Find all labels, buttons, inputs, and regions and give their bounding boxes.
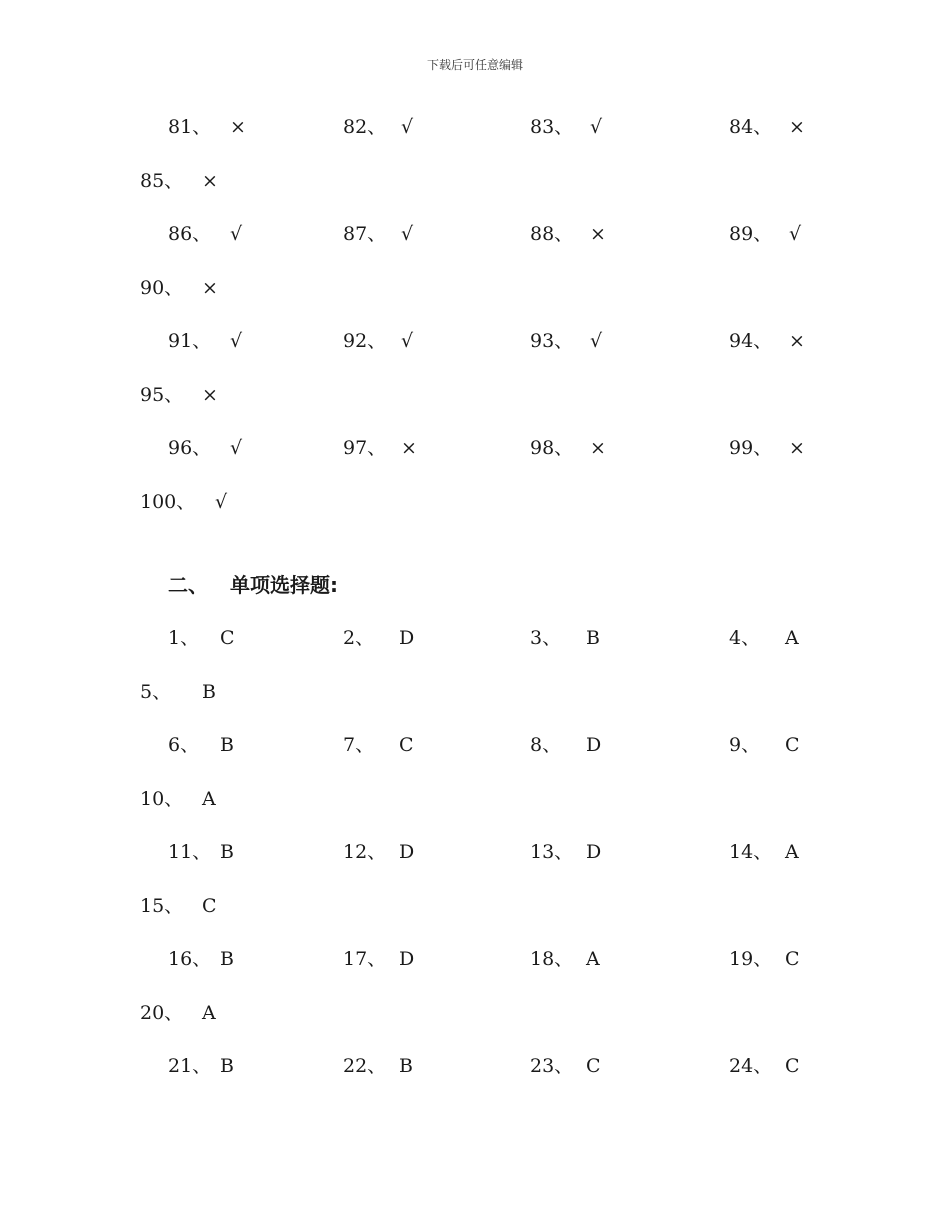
answer-mark: A <box>785 627 799 649</box>
judgment-row <box>0 326 950 356</box>
answer-mark: A <box>202 787 216 810</box>
question-number: 12、 <box>343 841 387 863</box>
answer-item <box>343 219 413 249</box>
answer-item <box>530 1051 601 1081</box>
question-number: 97、 <box>343 437 387 459</box>
answer-mark: √ <box>401 330 414 352</box>
answer-item <box>729 837 799 867</box>
answer-item <box>140 487 227 517</box>
question-number: 89、 <box>729 223 773 245</box>
answer-mark: × <box>401 437 417 459</box>
answer-item <box>530 623 600 653</box>
answer-item <box>729 944 800 974</box>
answer-item <box>168 623 235 653</box>
section-number: 二、 <box>168 573 208 597</box>
question-number: 11、 <box>168 841 212 863</box>
question-number: 84、 <box>729 116 773 138</box>
answer-mark: √ <box>590 116 603 138</box>
question-number: 21、 <box>168 1055 212 1077</box>
question-number: 99、 <box>729 437 773 459</box>
question-number: 85、 <box>140 169 184 192</box>
answer-item <box>168 219 242 249</box>
answer-item <box>729 1051 800 1081</box>
answer-item <box>343 326 413 356</box>
judgment-row <box>0 166 950 196</box>
question-number: 16、 <box>168 948 212 970</box>
answer-item <box>729 433 805 463</box>
question-number: 100、 <box>140 490 196 513</box>
answer-item <box>140 677 216 707</box>
question-number: 5、 <box>140 680 172 703</box>
answer-item <box>140 273 218 303</box>
answer-mark: × <box>590 223 606 245</box>
question-number: 90、 <box>140 276 184 299</box>
answer-mark: √ <box>401 223 414 245</box>
question-number: 3、 <box>530 627 562 649</box>
answer-mark: D <box>399 841 415 863</box>
judgment-row <box>0 433 950 463</box>
question-number: 96、 <box>168 437 212 459</box>
choice-row <box>0 891 950 921</box>
answer-mark: × <box>202 276 218 299</box>
answer-mark: × <box>789 330 805 352</box>
answer-item <box>343 730 414 760</box>
choice-row <box>0 730 950 760</box>
question-number: 2、 <box>343 627 375 649</box>
answer-mark: D <box>586 841 602 863</box>
question-number: 8、 <box>530 734 562 756</box>
answer-item <box>168 433 242 463</box>
judgment-row <box>0 487 950 517</box>
answer-mark: D <box>586 734 602 756</box>
answer-mark: B <box>220 1055 234 1077</box>
answer-mark: C <box>220 627 235 649</box>
answer-item <box>729 623 799 653</box>
question-number: 9、 <box>729 734 761 756</box>
judgment-row <box>0 219 950 249</box>
answer-item <box>530 837 601 867</box>
answer-item <box>343 1051 413 1081</box>
question-number: 22、 <box>343 1055 387 1077</box>
answer-mark: C <box>785 1055 800 1077</box>
answer-mark: C <box>785 734 800 756</box>
answer-item <box>140 380 218 410</box>
choice-row <box>0 944 950 974</box>
answer-item <box>343 433 417 463</box>
answer-mark: √ <box>230 330 243 352</box>
answer-mark: B <box>399 1055 413 1077</box>
choice-row <box>0 784 950 814</box>
question-number: 94、 <box>729 330 773 352</box>
answer-item <box>168 944 234 974</box>
question-number: 86、 <box>168 223 212 245</box>
answer-mark: √ <box>230 223 243 245</box>
answer-mark: × <box>789 437 805 459</box>
answer-item <box>168 730 234 760</box>
answer-item <box>729 219 801 249</box>
question-number: 10、 <box>140 787 184 810</box>
answer-mark: B <box>220 948 234 970</box>
answer-mark: C <box>399 734 414 756</box>
page-header: 下载后可任意编辑 <box>426 58 523 72</box>
answer-item <box>729 326 805 356</box>
answer-item <box>140 784 216 814</box>
judgment-row <box>0 112 950 142</box>
answer-mark: √ <box>230 437 243 459</box>
answer-mark: × <box>230 116 246 138</box>
answer-mark: B <box>202 680 216 703</box>
answer-item <box>140 998 216 1028</box>
answer-mark: × <box>590 437 606 459</box>
answer-item <box>530 944 600 974</box>
answer-item <box>343 623 414 653</box>
choice-row <box>0 677 950 707</box>
section-title <box>168 570 338 600</box>
answer-item <box>140 166 218 196</box>
answer-item <box>168 837 234 867</box>
answer-item <box>343 837 414 867</box>
answer-mark: B <box>586 627 600 649</box>
answer-mark: B <box>220 841 234 863</box>
question-number: 13、 <box>530 841 574 863</box>
question-number: 98、 <box>530 437 574 459</box>
question-number: 82、 <box>343 116 387 138</box>
choice-row <box>0 837 950 867</box>
answer-mark: B <box>220 734 234 756</box>
answer-mark: C <box>785 948 800 970</box>
question-number: 17、 <box>343 948 387 970</box>
question-number: 91、 <box>168 330 212 352</box>
answer-item <box>530 112 602 142</box>
question-number: 24、 <box>729 1055 773 1077</box>
question-number: 1、 <box>168 627 200 649</box>
question-number: 23、 <box>530 1055 574 1077</box>
answer-mark: √ <box>215 490 228 513</box>
choice-row <box>0 1051 950 1081</box>
answer-item <box>168 326 242 356</box>
answer-mark: × <box>789 116 805 138</box>
answer-mark: A <box>785 841 799 863</box>
section-heading: 单项选择题: <box>230 573 338 597</box>
question-number: 93、 <box>530 330 574 352</box>
question-number: 4、 <box>729 627 761 649</box>
answer-item <box>729 730 800 760</box>
answer-mark: × <box>202 169 218 192</box>
judgment-row <box>0 273 950 303</box>
answer-mark: D <box>399 627 415 649</box>
answer-mark: √ <box>401 116 414 138</box>
judgment-row <box>0 380 950 410</box>
answer-mark: A <box>202 1001 216 1024</box>
answer-item <box>343 944 414 974</box>
answer-mark: √ <box>789 223 802 245</box>
question-number: 92、 <box>343 330 387 352</box>
answer-item <box>343 112 413 142</box>
question-number: 95、 <box>140 383 184 406</box>
question-number: 19、 <box>729 948 773 970</box>
question-number: 6、 <box>168 734 200 756</box>
answer-item <box>168 1051 234 1081</box>
answer-item <box>168 112 246 142</box>
choice-row <box>0 623 950 653</box>
choice-row <box>0 998 950 1028</box>
answer-item <box>530 219 606 249</box>
answer-item <box>530 326 602 356</box>
answer-item <box>530 730 601 760</box>
question-number: 15、 <box>140 894 184 917</box>
answer-item <box>530 433 606 463</box>
question-number: 87、 <box>343 223 387 245</box>
question-number: 18、 <box>530 948 574 970</box>
question-number: 81、 <box>168 116 212 138</box>
answer-mark: D <box>399 948 415 970</box>
answer-mark: C <box>202 894 217 917</box>
question-number: 88、 <box>530 223 574 245</box>
answer-mark: × <box>202 383 218 406</box>
answer-mark: √ <box>590 330 603 352</box>
question-number: 20、 <box>140 1001 184 1024</box>
answer-mark: A <box>586 948 600 970</box>
answer-item <box>140 891 217 921</box>
answer-item <box>729 112 805 142</box>
question-number: 14、 <box>729 841 773 863</box>
question-number: 7、 <box>343 734 375 756</box>
answer-mark: C <box>586 1055 601 1077</box>
question-number: 83、 <box>530 116 574 138</box>
